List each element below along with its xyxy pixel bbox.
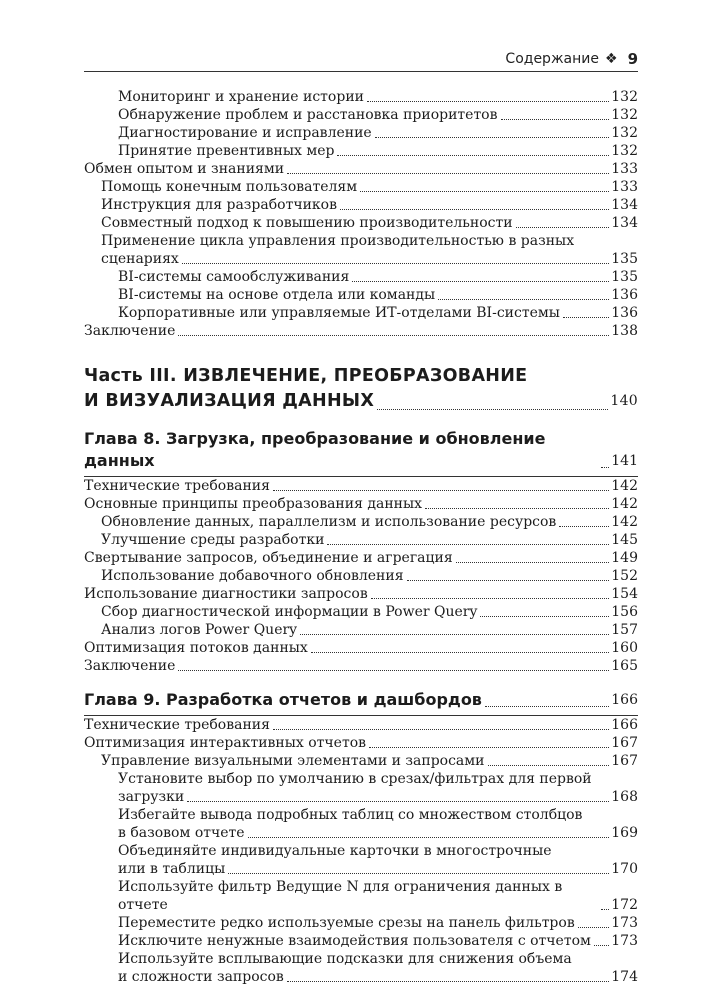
toc-entry[interactable]: Сбор диагностической информации в Power Query 156: [101, 604, 638, 620]
toc-entry[interactable]: Принятие превентивных мер 132: [118, 143, 638, 159]
toc-entry[interactable]: Инструкция для разработчиков 134: [101, 197, 638, 213]
toc-entry[interactable]: Основные принципы преобразования данных 142: [84, 496, 638, 512]
table-of-contents: [84, 88, 638, 986]
header-rule: [84, 71, 638, 72]
part-heading-line1[interactable]: Часть III. ИЗВЛЕЧЕНИЕ, ПРЕОБРАЗОВАНИЕ: [84, 366, 528, 386]
toc-entry[interactable]: Улучшение среды разработки 145: [101, 532, 638, 548]
toc-entry[interactable]: и сложности запросов 174: [118, 969, 638, 985]
toc-entry[interactable]: Переместите редко используемые срезы на панель фильтров 173: [118, 915, 638, 931]
toc-entry[interactable]: Обновление данных, параллелизм и использование ресурсов 142: [101, 514, 638, 530]
chapter-heading[interactable]: Глава 9. Разработка отчетов и дашбордов 166: [84, 690, 638, 709]
toc-entry-line1[interactable]: Используйте всплывающие подсказки для снижения объема: [118, 951, 572, 967]
toc-entry[interactable]: Оптимизация потоков данных 160: [84, 640, 638, 656]
toc-entry-line1[interactable]: Объединяйте индивидуальные карточки в многострочные: [118, 843, 552, 859]
chapter-heading[interactable]: Глава 8. Загрузка, преобразование и обновление данных 141: [84, 429, 638, 470]
toc-entry[interactable]: Совместный подход к повышению производительности 134: [101, 215, 638, 231]
header-section: Содержание: [505, 51, 599, 67]
toc-entry[interactable]: Технические требования 142: [84, 478, 638, 494]
toc-entry[interactable]: Диагностирование и исправление 132: [118, 125, 638, 141]
toc-entry[interactable]: BI-системы на основе отдела или команды 136: [118, 287, 638, 303]
toc-entry[interactable]: Заключение 138: [84, 323, 638, 339]
toc-entry[interactable]: Анализ логов Power Query 157: [101, 622, 638, 638]
toc-entry[interactable]: Использование добавочного обновления 152: [101, 568, 638, 584]
part-heading[interactable]: И ВИЗУАЛИЗАЦИЯ ДАННЫХ 140: [84, 391, 638, 411]
toc-entry[interactable]: Использование диагностики запросов 154: [84, 586, 638, 602]
toc-entry[interactable]: сценариях 135: [101, 251, 638, 267]
toc-entry[interactable]: Помощь конечным пользователям 133: [101, 179, 638, 195]
toc-entry-line1[interactable]: Применение цикла управления производительностью в разных: [101, 233, 575, 249]
toc-entry[interactable]: Свертывание запросов, объединение и агрегация 149: [84, 550, 638, 566]
toc-entry[interactable]: Исключите ненужные взаимодействия пользователя с отчетом 173: [118, 933, 638, 949]
toc-entry[interactable]: в базовом отчете 169: [118, 825, 638, 841]
page-number: 9: [627, 50, 638, 68]
toc-entry-line1[interactable]: Избегайте вывода подробных таблиц со множеством столбцов: [118, 807, 583, 823]
toc-entry[interactable]: Корпоративные или управляемые ИТ-отделами BI-системы 136: [118, 305, 638, 321]
toc-entry[interactable]: Управление визуальными элементами и запросами 167: [101, 753, 638, 769]
toc-entry[interactable]: Технические требования 166: [84, 717, 638, 733]
toc-entry[interactable]: Заключение 165: [84, 658, 638, 674]
toc-entry[interactable]: загрузки 168: [118, 789, 638, 805]
toc-entry[interactable]: или в таблицы 170: [118, 861, 638, 877]
toc-entry-line1[interactable]: Установите выбор по умолчанию в срезах/фильтрах для первой: [118, 771, 592, 787]
ornament-icon: ❖: [605, 51, 618, 67]
toc-entry[interactable]: Обмен опытом и знаниями 133: [84, 161, 638, 177]
toc-entry[interactable]: BI-системы самообслуживания 135: [118, 269, 638, 285]
toc-entry[interactable]: Оптимизация интерактивных отчетов 167: [84, 735, 638, 751]
running-header: [505, 50, 638, 68]
toc-entry[interactable]: Обнаружение проблем и расстановка приоритетов 132: [118, 107, 638, 123]
toc-entry[interactable]: Используйте фильтр Ведущие N для ограничения данных в отчете 172: [118, 879, 638, 913]
toc-entry[interactable]: Мониторинг и хранение истории 132: [118, 89, 638, 105]
